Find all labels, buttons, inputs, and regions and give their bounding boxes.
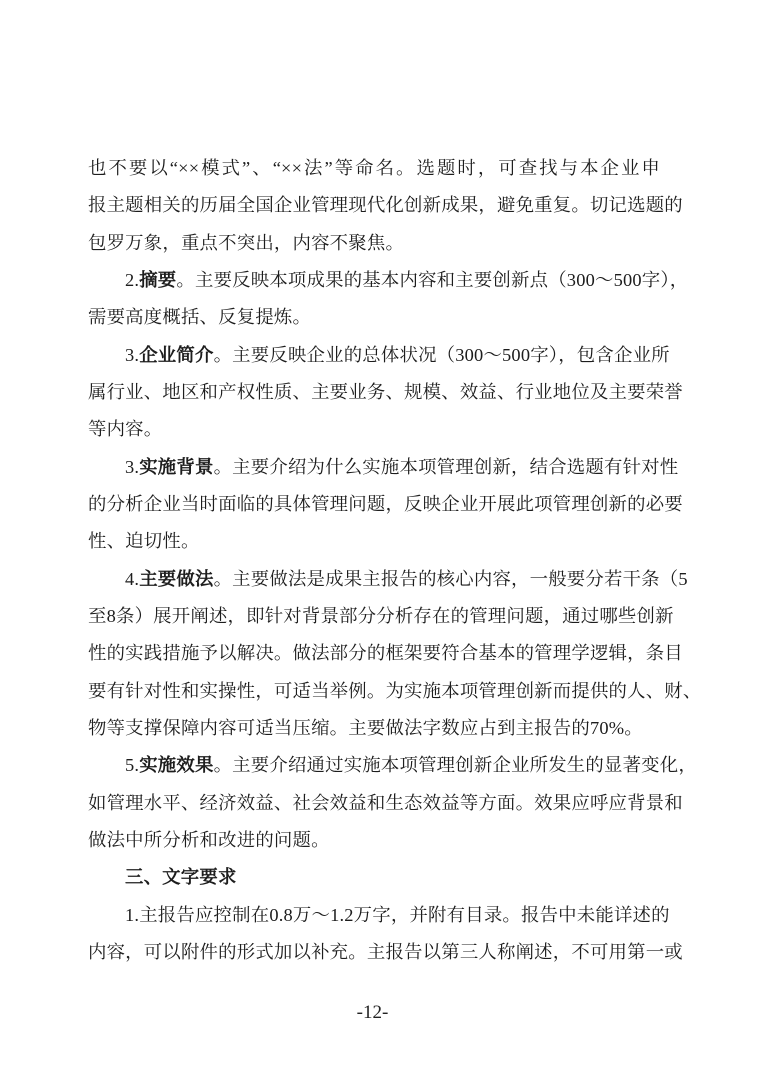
text-line (88, 859, 660, 896)
text-segment: 属行业、地区和产权性质、主要业务、规模、效益、行业地位及主要荣誉 (88, 381, 683, 402)
text-segment: 要有针对性和实操性，可适当举例。为实施本项管理创新而提供的人、财、 (88, 680, 702, 701)
text-line (88, 635, 683, 672)
text-line (88, 374, 683, 411)
page-number: -12- (356, 1002, 389, 1023)
text-line (88, 598, 674, 635)
text-line (88, 262, 689, 299)
bold-text-segment: 企业简介 (139, 344, 214, 365)
text-lines (88, 150, 702, 971)
text-segment: 性、迫切性。 (88, 531, 200, 552)
text-line (88, 411, 660, 448)
text-line (88, 337, 670, 374)
text-line (88, 449, 679, 486)
text-segment: 内容，可以附件的形式加以补充。主报告以第三人称阐述，不可用第一或 (88, 941, 683, 962)
text-segment: 2. (125, 269, 140, 290)
text-line (88, 822, 660, 859)
text-line (88, 225, 660, 262)
text-segment: 报主题相关的历届全国企业管理现代化创新成果，避免重复。切记选题的 (88, 195, 683, 216)
text-segment: 1.主报告应控制在0.8万～1.2万字，并附有目录。报告中未能详述的 (125, 904, 670, 925)
text-segment: 。主要介绍为什么实施本项管理创新，结合选题有针对性 (213, 456, 679, 477)
text-segment: 4. (125, 568, 140, 589)
text-segment: 至8条）展开阐述，即针对背景部分分析存在的管理问题，通过哪些创新 (88, 605, 674, 626)
text-segment: 的分析企业当时面临的具体管理问题，反映企业开展此项管理创新的必要 (88, 493, 683, 514)
text-line (88, 523, 660, 560)
text-line (88, 710, 660, 747)
text-segment: 等内容。 (88, 419, 163, 440)
text-segment: 做法中所分析和改进的问题。 (88, 829, 330, 850)
text-segment: 3. (125, 456, 140, 477)
text-line (88, 897, 670, 934)
text-segment: 。主要反映本项成果的基本内容和主要创新点（300～500字）， (176, 269, 689, 290)
text-segment: 如管理水平、经济效益、社会效益和生态效益等方面。效果应呼应背景和 (88, 792, 683, 813)
text-line (88, 561, 688, 598)
text-segment: 需要高度概括、反复提炼。 (88, 307, 312, 328)
bold-text-segment: 摘要 (139, 269, 177, 290)
bold-text-segment: 实施效果 (139, 755, 214, 776)
text-segment: 包罗万象，重点不突出，内容不聚焦。 (88, 232, 405, 253)
text-segment: 。主要反映企业的总体状况（300～500字），包含企业所 (213, 344, 670, 365)
text-segment: 3. (125, 344, 140, 365)
text-line (88, 673, 702, 710)
text-line (88, 150, 660, 187)
text-segment: 。主要介绍通过实施本项管理创新企业所发生的显著变化， (213, 755, 697, 776)
text-segment: 物等支撑保障内容可适当压缩。主要做法字数应占到主报告的70%。 (88, 717, 643, 738)
text-line (88, 785, 683, 822)
text-line (88, 486, 683, 523)
text-line (88, 747, 697, 784)
text-line (88, 187, 683, 224)
bold-text-segment: 主要做法 (139, 568, 214, 589)
text-segment: 。主要做法是成果主报告的核心内容，一般要分若干条（5 (213, 568, 688, 589)
text-segment: 5. (125, 755, 140, 776)
text-segment: 也不要以“××模式”、“××法”等命名。选题时，可查找与本企业申 (88, 158, 660, 178)
text-segment: 性的实践措施予以解决。做法部分的框架要符合基本的管理学逻辑，条目 (88, 643, 683, 664)
text-line (88, 299, 660, 336)
bold-text-segment: 实施背景 (139, 456, 214, 477)
text-line (88, 934, 683, 971)
bold-text-segment: 三、文字要求 (125, 867, 237, 888)
